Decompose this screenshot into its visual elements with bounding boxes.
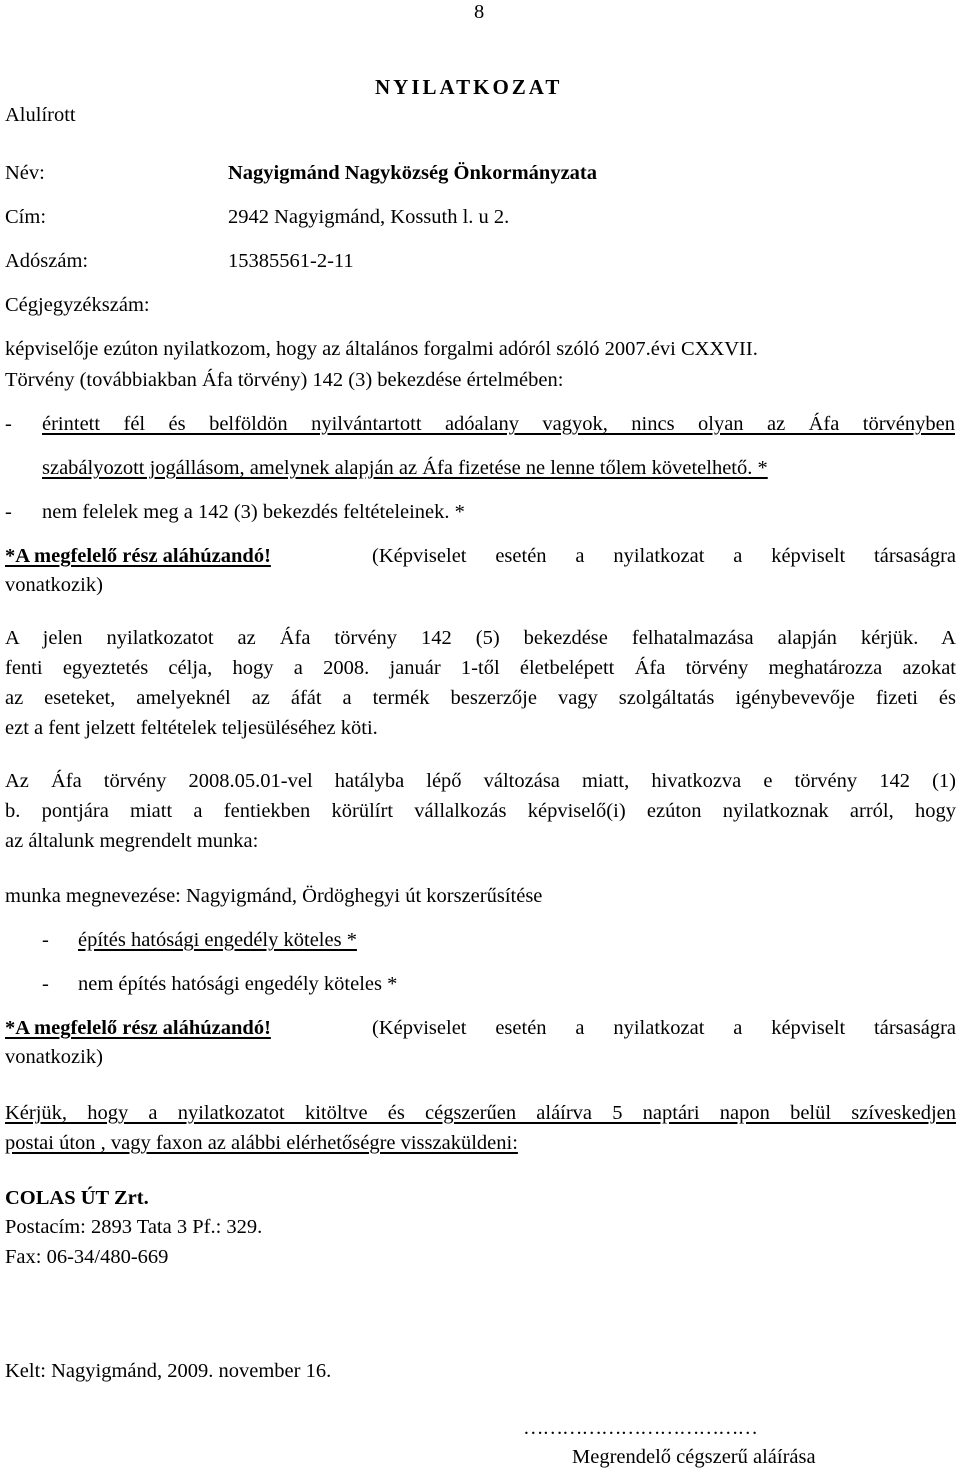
- work-option-2-dash: -: [42, 973, 49, 995]
- adoszam-value: 15385561-2-11: [228, 250, 354, 272]
- paragraph-2-line-1: Az Áfa törvény 2008.05.01-vel hatályba lépő változása miatt, hivatkozva e törvény 142 (1): [5, 770, 956, 792]
- work-option-1-text: építés hatósági engedély köteles *: [78, 929, 357, 951]
- paragraph-1-line-4: ezt a fent jelzett feltételek teljesüléséhez köti.: [5, 717, 378, 739]
- company-fax: Fax: 06-34/480-669: [5, 1246, 169, 1268]
- note-1-cont: vonatkozik): [5, 574, 103, 596]
- note-2-cont: vonatkozik): [5, 1046, 103, 1068]
- signature-line: ………………………………: [523, 1417, 757, 1439]
- cim-value: 2942 Nagyigmánd, Kossuth l. u 2.: [228, 206, 510, 228]
- option-2-text: nem felelek meg a 142 (3) bekezdés feltételeinek. *: [42, 501, 465, 523]
- paragraph-1-line-3: az eseteket, amelyeknél az áfát a termék beszerzője vagy szolgáltatás igénybevevője fizeti és: [5, 687, 956, 709]
- option-1-line-2: szabályozott jogállásom, amelynek alapján az Áfa fizetése ne lenne tőlem követelhető. *: [42, 457, 768, 479]
- intro-line-1: képviselője ezúton nyilatkozom, hogy az általános forgalmi adóról szóló 2007.évi CXXVII.: [5, 338, 758, 360]
- company-postal-address: Postacím: 2893 Tata 3 Pf.: 329.: [5, 1216, 263, 1238]
- note-2-text: (Képviselet esetén a nyilatkozat a képviselt társaságra: [372, 1017, 956, 1039]
- document-title: NYILATKOZAT: [375, 75, 563, 99]
- note-1-text: (Képviselet esetén a nyilatkozat a képviselt társaságra: [372, 545, 956, 567]
- company-name: COLAS ÚT Zrt.: [5, 1187, 149, 1209]
- work-option-1-dash: -: [42, 929, 49, 951]
- paragraph-1-line-1: A jelen nyilatkozatot az Áfa törvény 142 (5) bekezdése felhatalmazása alapján kérjük. A: [5, 627, 956, 649]
- option-2-dash: -: [5, 501, 12, 523]
- page-number: 8: [474, 1, 485, 23]
- note-2-marker: *A megfelelő rész aláhúzandó!: [5, 1017, 271, 1039]
- nev-value: Nagyigmánd Nagyközség Önkormányzata: [228, 162, 598, 184]
- nev-label: Név:: [5, 162, 45, 184]
- alulirott-label: Alulírott: [5, 104, 76, 126]
- paragraph-2-line-2: b. pontjára miatt a fentiekben körülírt vállalkozás képviselő(i) ezúton nyilatkoznak arról, hogy: [5, 800, 956, 822]
- adoszam-label: Adószám:: [5, 250, 89, 272]
- cim-label: Cím:: [5, 206, 47, 228]
- munka-megnevezese: munka megnevezése: Nagyigmánd, Ördöghegyi út korszerűsítése: [5, 885, 543, 907]
- request-line-2: postai úton , vagy faxon az alábbi elérhetőségre visszaküldeni:: [5, 1132, 518, 1154]
- option-1-dash: -: [5, 413, 12, 435]
- work-option-2-text: nem építés hatósági engedély köteles *: [78, 973, 398, 995]
- paragraph-1-line-2: fenti egyeztetés célja, hogy a 2008. január 1-től életbelépett Áfa törvény meghatározza azokat: [5, 657, 956, 679]
- paragraph-2-line-3: az általunk megrendelt munka:: [5, 830, 259, 852]
- kelt-date-place: Kelt: Nagyigmánd, 2009. november 16.: [5, 1360, 332, 1382]
- cegjegyzekszam-label: Cégjegyzékszám:: [5, 294, 150, 316]
- intro-line-2: Törvény (továbbiakban Áfa törvény) 142 (3) bekezdése értelmében:: [5, 369, 564, 391]
- note-1-marker: *A megfelelő rész aláhúzandó!: [5, 545, 271, 567]
- signature-label: Megrendelő cégszerű aláírása: [572, 1446, 816, 1468]
- request-line-1: Kérjük, hogy a nyilatkozatot kitöltve és cégszerűen aláírva 5 naptári napon belül szíveskedjen: [5, 1102, 956, 1124]
- option-1-line-1: érintett fél és belföldön nyilvántartott adóalany vagyok, nincs olyan az Áfa törvényben: [42, 413, 955, 435]
